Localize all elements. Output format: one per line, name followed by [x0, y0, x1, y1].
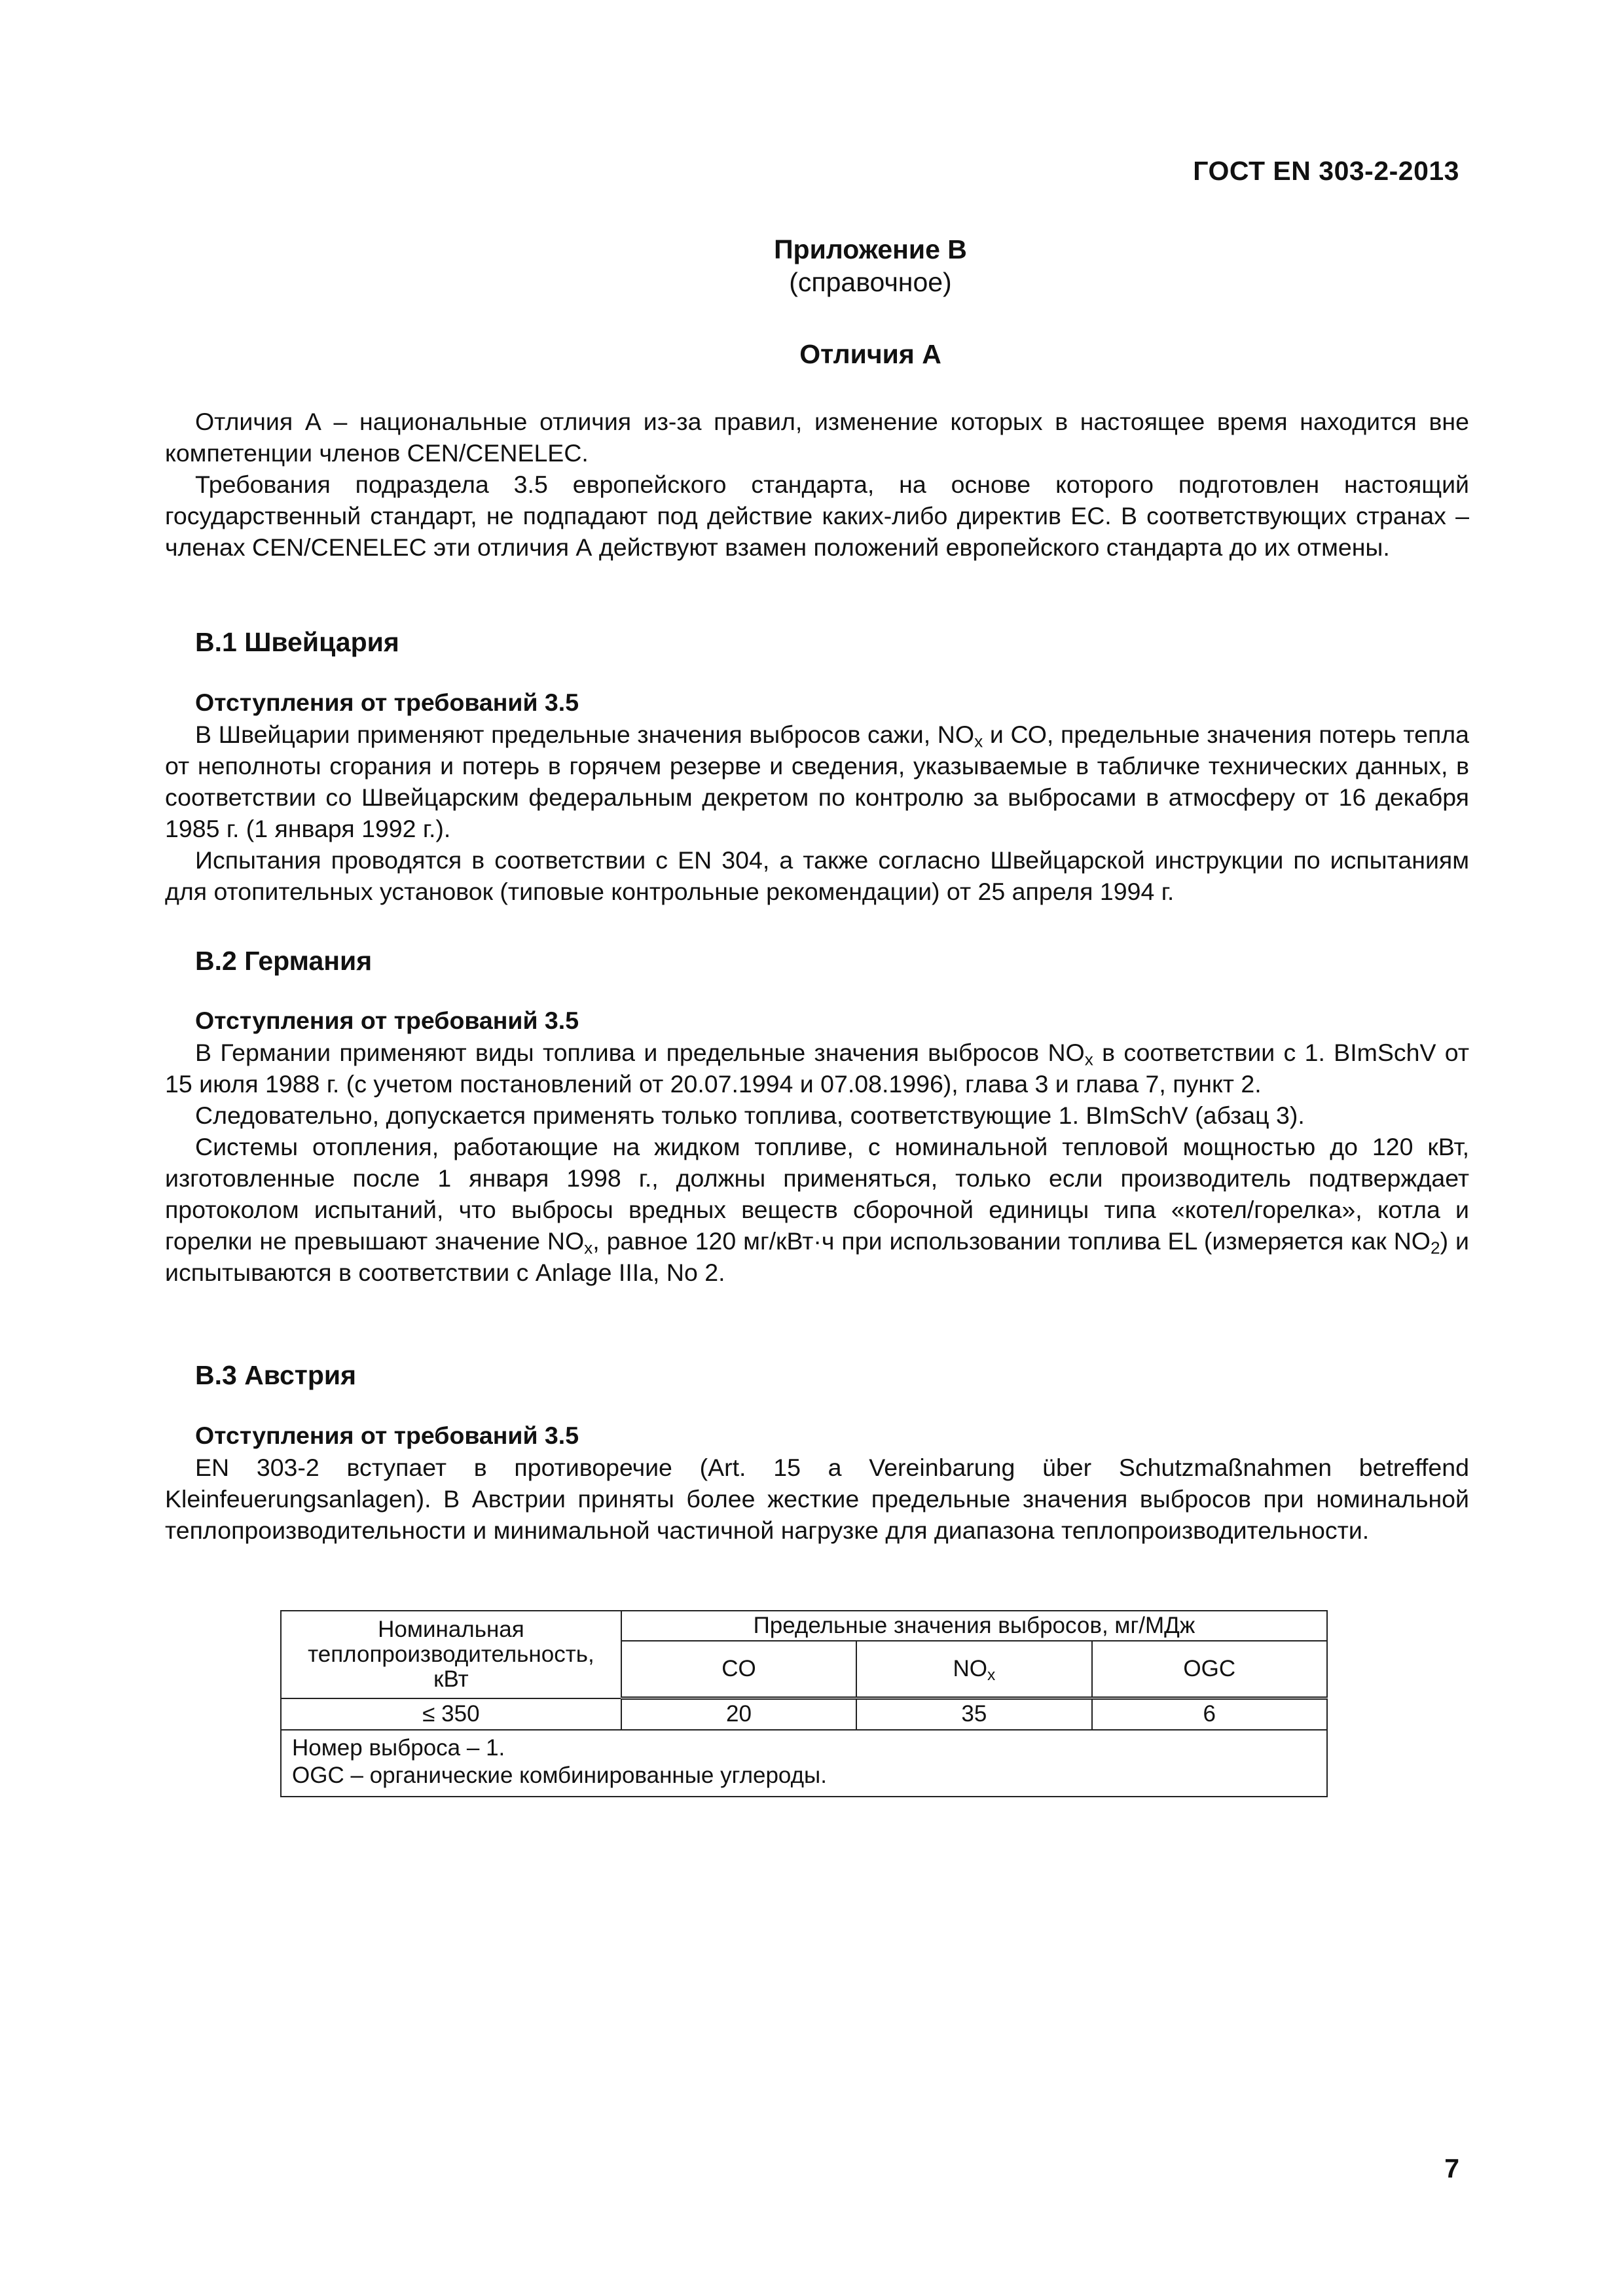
header-limits-cell: Предельные значения выбросов, мг/МДж [621, 1611, 1327, 1641]
annex-status: (справочное) [789, 267, 952, 297]
header-ogc-cell: OGC [1092, 1641, 1327, 1698]
section-b3-heading: В.3 Австрия [195, 1360, 357, 1390]
header-co-cell: CO [621, 1641, 856, 1698]
section-b3-subheading: Отступления от требований 3.5 [195, 1422, 579, 1449]
header-nox-cell: $NO_x$ [856, 1641, 1091, 1698]
table-header-row [281, 1611, 1327, 1641]
co-value-cell: 20 [621, 1698, 856, 1730]
ogc-value-cell: 6 [1092, 1698, 1327, 1730]
table-row [281, 1698, 1327, 1730]
section-b1-subheading: Отступления от требований 3.5 [195, 689, 579, 716]
annex-heading: Отличия А [799, 339, 941, 369]
intro-text [165, 406, 1469, 563]
section-b2-heading: В.2 Германия [195, 946, 373, 976]
table-note-row [281, 1730, 1327, 1797]
section-b2-paragraph-3: Системы отопления, работающие на жидком топливе, с номинальной тепловой мощностью до 120 кВт, изготовленные после 1 января 1998 г., должны применяться, только если производитель подтверждает протоколом испытаний, что выбросы вредных веществ сборочной единицы типа «котел/горелка», котла и горелки не превышают значение $NO_x$, равное 120 мг/кВт·ч при использовании топлива EL (измеряется как $NO_2$) и испытываются в соответствии с Anlage IIIa, No 2. [165, 1133, 1469, 1286]
section-b2-subheading: Отступления от требований 3.5 [195, 1007, 579, 1034]
section-b2-paragraph-2: Следовательно, допускается применять только топлива, соответствующие 1. BImSchV (абзац 3). [195, 1102, 1305, 1129]
section-b3-text [165, 1452, 1469, 1546]
header-power-cell: Номинальная теплопроизводительность, кВт [281, 1611, 621, 1698]
section-b2-paragraph-1: В Германии применяют виды топлива и предельные значения выбросов $NO_x$ в соответствии с 1. BImSchV от 15 июля 1988 г. (с учетом постановлений от 20.07.1994 и 07.08.1996), глава 3 и глава 7, пункт 2. [165, 1039, 1469, 1098]
nox-value-cell: 35 [856, 1698, 1091, 1730]
intro-paragraph-2: Требования подраздела 3.5 европейского стандарта, на основе которого подготовлен настоящий государственный стандарт, не подпадают под действие каких-либо директив ЕС. В соответствующих странах – членах CEN/CENELEC эти отличия А действуют взамен положений европейского стандарта до их отмены. [165, 471, 1469, 561]
table-note-line-2: OGC – органические комбинированные углероды. [292, 1762, 827, 1788]
power-value-cell: ≤ 350 [281, 1698, 621, 1730]
section-b2-text [165, 1037, 1469, 1288]
section-b1-paragraph-1: В Швейцарии применяют предельные значения выбросов сажи, $NO_x$ и СО, предельные значения потерь тепла от неполноты сгорания и потерь в горячем резерве и сведения, указываемые в табличке технических данных, в соответствии со Швейцарским федеральным декретом по контролю за выбросами в атмосферу от 16 декабря 1985 г. (1 января 1992 г.). [165, 721, 1470, 842]
section-b1-paragraph-2: Испытания проводятся в соответствии с EN 304, а также согласно Швейцарской инструкции по испытаниям для отопительных установок (типовые контрольные рекомендации) от 25 апреля 1994 г. [165, 846, 1469, 905]
document-code: ГОСТ EN 303-2-2013 [1193, 156, 1459, 186]
section-b1-heading: В.1 Швейцария [195, 627, 399, 657]
table-note-line-1: Номер выброса – 1. [292, 1734, 505, 1761]
emission-limits-table [280, 1610, 1328, 1797]
section-b1-text [165, 719, 1469, 907]
table-note-cell [281, 1730, 1327, 1797]
page-number: 7 [1444, 2153, 1459, 2183]
section-b3-paragraph-1: EN 303-2 вступает в противоречие (Art. 15 a Vereinbarung über Schutzmaßnahmen betreffend Kleinfeuerungsanlagen). В Австрии приняты более жесткие предельные значения выбросов при номинальной теплопроизводительности и минимальной частичной нагрузке для диапазона теплопроизводительности. [165, 1454, 1469, 1544]
annex-title: Приложение В [774, 234, 967, 264]
intro-paragraph-1: Отличия А – национальные отличия из-за правил, изменение которых в настоящее время находится вне компетенции членов CEN/CENELEC. [165, 408, 1469, 467]
